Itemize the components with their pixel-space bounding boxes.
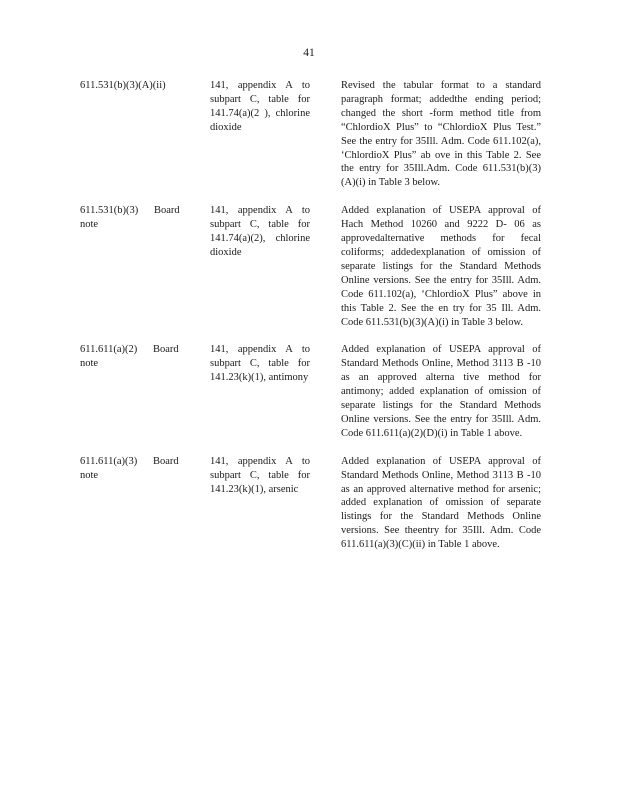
- explanation-cell: Added explanation of USEPA approval of Standard Methods Online, Method 3113 B -10 as an approved alterna tive method for antimony; added explanation of omission of separate listings for the Standard Methods Online versions. See the entry for 35Ill. Adm. Code 611.611(a)(2)(D)(i) in Table 1 above.: [341, 344, 541, 439]
- section-cell: 611.611(a)(2) Board note: [80, 344, 179, 370]
- source-cell: 141, appendix A to subpart C, table for 141.23(k)(1), antimony: [210, 344, 310, 384]
- source-cell: 141, appendix A to subpart C, table for 141.74(a)(2), chlorine dioxide: [210, 205, 310, 258]
- amendment-table: [80, 79, 542, 552]
- explanation-cell: Revised the tabular format to a standard paragraph format; addedthe ending period; changed the short -form method title from “ChlordioX Plus” to “ChlordioX Plus Test.” See the entry for 35Ill. Adm. Code 611.102(a), ‘ChlordioX Plus” ab ove in this Table 2. See the entry for 35Ill.Adm. Code 611.531(b)(3)(A)(i) in Table 3 below.: [341, 80, 541, 189]
- table-row: [80, 79, 542, 190]
- source-cell: 141, appendix A to subpart C, table for 141.74(a)(2 ), chlorine dioxide: [210, 80, 310, 133]
- explanation-cell: Added explanation of USEPA approval of Hach Method 10260 and 9222 D- 06 as approvedalternative methods for fecal coliforms; addedexplanation of omission of separate listings for the Standard Methods Online versions. See the entry for 35Ill. Adm. Code 611.102(a), ‘ChlordioX Plus” above in this Table 2. See the en try for 35 Ill. Adm. Code 611.531(b)(3)(A)(i) in Table 3 below.: [341, 205, 541, 328]
- section-cell: 611.611(a)(3) Board note: [80, 455, 179, 481]
- table-row: [80, 204, 542, 329]
- source-cell: 141, appendix A to subpart C, table for 141.23(k)(1), arsenic: [210, 455, 310, 495]
- table-row: [80, 455, 542, 552]
- section-cell: 611.531(b)(3)(A)(ii): [80, 80, 166, 91]
- section-cell: 611.531(b)(3) Board note: [80, 205, 180, 231]
- page-number: 41: [303, 47, 315, 59]
- table-row: [80, 343, 542, 440]
- explanation-cell: Added explanation of USEPA approval of Standard Methods Online, Method 3113 B -10 as an approved alternative method for arsenic; added explanation of omission of separate listings for the Standard Methods Online versions. See theentry for 35Ill. Adm. Code 611.611(a)(3)(C)(ii) in Table 1 above.: [341, 455, 541, 551]
